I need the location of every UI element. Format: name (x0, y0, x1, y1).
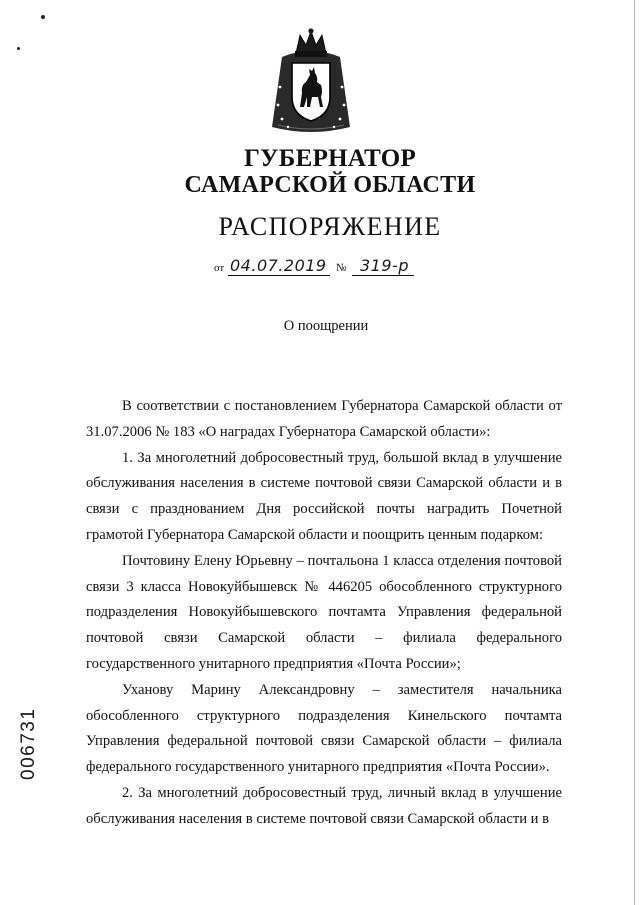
page-edge-line (634, 0, 635, 905)
paragraph-awardee-2: Уханову Марину Александровну – заместителя начальника обособленного структурного подразделения Кинельского почтамта Управления федеральной почтовой связи Самарской области – филиала федерального государственного унитарного предприятия «Почта России». (86, 681, 562, 776)
paragraph-preamble: В соответствии с постановлением Губернатора Самарской области от 31.07.2006 № 183 «О наградах Губернатора Самарской области»: (86, 398, 562, 440)
title-line-1: ГУБЕРНАТОР (243, 145, 417, 172)
paragraph-awardee-1: Почтовину Елену Юрьевну – почтальона 1 класса отделения почтовой связи 3 класса Новокуйбышевск № 446205 обособленного структурного подразделения Новокуйбышевского почтамта Управления федеральной почтовой связи Самарской области – филиала федерального государственного унитарного предприятия «Почта России»; (86, 552, 562, 672)
scan-speck (41, 15, 45, 19)
number-underline (352, 275, 414, 276)
registration-line (214, 252, 444, 278)
number-value: 319-р (360, 256, 409, 275)
document-body (86, 394, 562, 833)
date-underline (228, 275, 330, 276)
number-prefix: № (336, 262, 347, 274)
samara-coat-of-arms-icon (268, 27, 354, 137)
paragraph-item-2: 2. За многолетний добросовестный труд, личный вклад в улучшение обслуживания населения в системе почтовой связи Самарской области и в (86, 784, 562, 827)
document-type: РАСПОРЯЖЕНИЕ (218, 212, 442, 241)
title-line-2: САМАРСКОЙ ОБЛАСТИ (184, 172, 476, 198)
date-prefix: от (214, 262, 225, 274)
date-value: 04.07.2019 (230, 256, 327, 275)
paragraph-item-1: 1. За многолетний добросовестный труд, большой вклад в улучшение обслуживания населения в системе почтовой связи Самарской области и в связи с празднованием Дня российской почты наградить Почетной грамотой Губернатора Самарской области и поощрить ценным подарком: (86, 449, 562, 543)
side-stamp-number: 006731 (18, 707, 39, 780)
document-subject: О поощрении (283, 318, 369, 334)
scan-speck (17, 47, 20, 50)
